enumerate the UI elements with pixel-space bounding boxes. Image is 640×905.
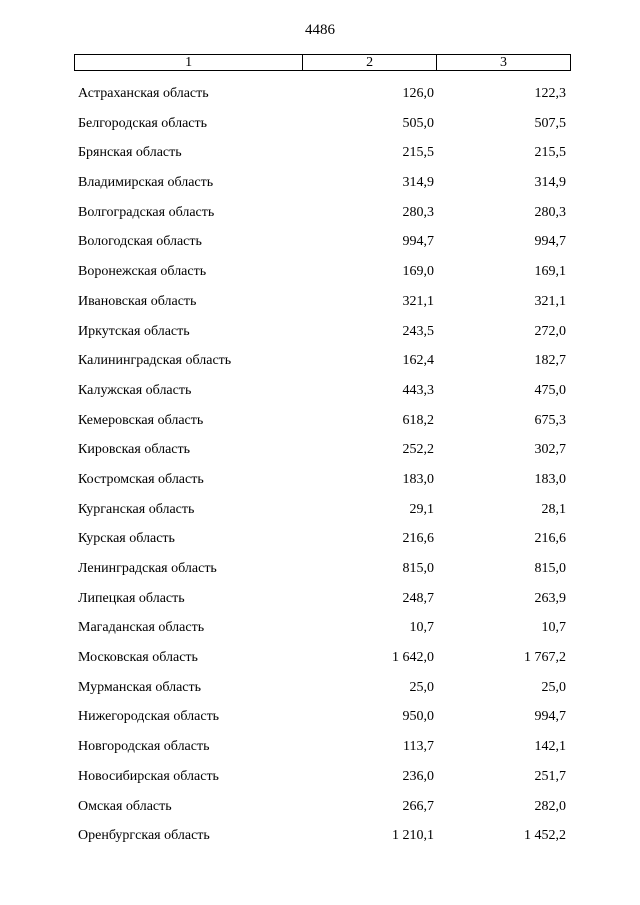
table-row [0,199,640,229]
region-name: Новгородская область [78,739,210,755]
value-column-2: 29,1 [409,501,434,517]
value-column-2: 321,1 [402,293,434,309]
value-column-3: 507,5 [534,115,566,131]
table-row [0,377,640,407]
value-column-3: 994,7 [534,234,566,250]
column-header-2: 2 [303,55,437,71]
value-column-2: 314,9 [402,175,434,191]
value-column-3: 169,1 [534,264,566,280]
table-row [0,258,640,288]
value-column-2: 266,7 [402,798,434,814]
region-name: Курская область [78,531,175,547]
value-column-3: 216,6 [534,531,566,547]
table-row [0,793,640,823]
value-column-2: 1 642,0 [392,650,434,666]
value-column-3: 994,7 [534,709,566,725]
value-column-3: 280,3 [534,204,566,220]
region-name: Ивановская область [78,293,197,309]
table-row [0,674,640,704]
table-row [0,763,640,793]
table-row [0,703,640,733]
value-column-2: 505,0 [402,115,434,131]
table-row [0,139,640,169]
column-header-row [74,54,571,71]
value-column-2: 183,0 [402,471,434,487]
value-column-3: 182,7 [534,353,566,369]
table-row [0,525,640,555]
value-column-2: 10,7 [409,620,434,636]
value-column-2: 815,0 [402,561,434,576]
value-column-3: 215,5 [534,145,566,161]
region-name: Астраханская область [78,86,209,101]
value-column-2: 243,5 [402,323,434,339]
region-name: Кировская область [78,442,191,458]
table-row [0,822,640,852]
region-name: Московская область [78,650,198,666]
value-column-2: 950,0 [402,709,434,725]
table-body [0,80,640,852]
table-row [0,407,640,437]
region-name: Белгородская область [78,115,208,131]
value-column-3: 314,9 [534,175,566,191]
value-column-3: 475,0 [534,382,566,398]
table-row [0,614,640,644]
value-column-2: 162,4 [402,353,434,369]
region-name: Владимирская область [78,175,214,191]
column-header-3: 3 [437,55,571,71]
value-column-2: 113,7 [403,739,434,755]
value-column-3: 10,7 [541,620,566,636]
region-name: Нижегородская область [78,709,220,725]
value-column-2: 126,0 [402,86,434,101]
value-column-2: 252,2 [402,442,434,458]
region-name: Кемеровская область [78,412,204,428]
region-name: Новосибирская область [78,768,219,784]
region-name: Липецкая область [78,590,185,606]
region-name: Ленинградская область [78,561,217,576]
value-column-2: 248,7 [402,590,434,606]
region-name: Мурманская область [78,679,202,695]
value-column-2: 618,2 [402,412,434,428]
value-column-3: 815,0 [534,561,566,576]
value-column-3: 282,0 [534,798,566,814]
table-row [0,347,640,377]
region-name: Омская область [78,798,172,814]
region-name: Магаданская область [78,620,205,636]
value-column-3: 263,9 [534,590,566,606]
value-column-2: 216,6 [402,531,434,547]
value-column-3: 251,7 [534,768,566,784]
table-row [0,644,640,674]
value-column-3: 272,0 [534,323,566,339]
region-name: Костромская область [78,471,204,487]
region-name: Брянская область [78,145,182,161]
value-column-2: 280,3 [402,204,434,220]
table-row [0,80,640,110]
region-name: Калужская область [78,382,192,398]
column-header-1: 1 [75,55,303,71]
region-name: Оренбургская область [78,828,210,844]
region-name: Вологодская область [78,234,202,250]
value-column-3: 28,1 [541,501,566,517]
value-column-2: 236,0 [402,768,434,784]
value-column-3: 142,1 [534,739,566,755]
table-row [0,228,640,258]
table-row [0,169,640,199]
value-column-2: 994,7 [402,234,434,250]
table-row [0,466,640,496]
table-row [0,555,640,585]
table-row [0,288,640,318]
table-row [0,585,640,615]
value-column-3: 25,0 [541,679,566,695]
region-name: Волгоградская область [78,204,215,220]
region-name: Иркутская область [78,323,190,339]
table-row [0,436,640,466]
region-name: Калининградская область [78,353,232,369]
value-column-2: 443,3 [402,382,434,398]
value-column-3: 321,1 [534,293,566,309]
table-row [0,318,640,348]
value-column-3: 1 452,2 [524,828,566,844]
value-column-3: 1 767,2 [524,650,566,666]
value-column-2: 1 210,1 [392,828,434,844]
value-column-3: 302,7 [534,442,566,458]
value-column-3: 183,0 [534,471,566,487]
table-row [0,733,640,763]
region-name: Воронежская область [78,264,207,280]
page-number: 4486 [305,22,335,38]
value-column-3: 675,3 [534,412,566,428]
value-column-3: 122,3 [534,86,566,101]
value-column-2: 25,0 [409,679,434,695]
region-name: Курганская область [78,501,195,517]
table-row [0,496,640,526]
value-column-2: 169,0 [402,264,434,280]
table-row [0,110,640,140]
value-column-2: 215,5 [402,145,434,161]
